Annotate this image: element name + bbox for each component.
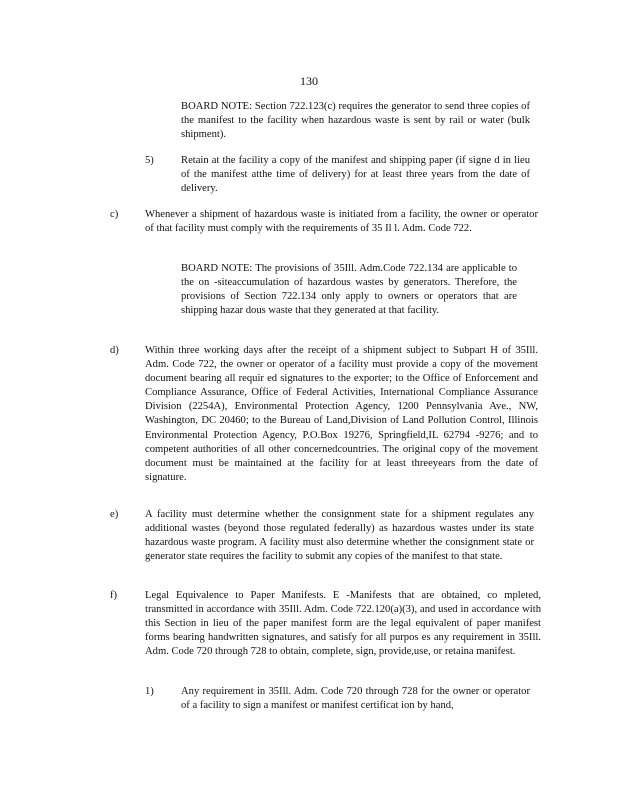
item-text-e: A facility must determine whether the consignment state for a shipment regulates any additional wastes (beyond those regulated federally) as hazardous wastes under its state hazardous waste program. A facility must also determine whether the consignment state or generator state requires the facility to submit any copies of the manifest to that state.	[145, 509, 534, 563]
item-text-c: Whenever a shipment of hazardous waste is initiated from a facility, the owner or operator of that facility must comply with the requirements of 35 Il l. Adm. Code 722.	[145, 209, 538, 235]
item-label-c: c)	[110, 209, 119, 220]
item-text-d: Within three working days after the receipt of a shipment subject to Subpart H of 35Ill. Adm. Code 722, the owner or operator of a facility must provide a copy of the movement document bearing all requir ed signatures to the exporter; to the Office of Enforcement and Compliance Assurance, Office of Federal Activities, International Compliance Assurance Division (2254A), Environmental Protection Agency, 1200 Pennsylvania Ave., NW, Washington, DC 20460; to the Bureau of Land,Division of Land Pollution Control, Illinois Environmental Protection Agency, P.O.Box 19276, Springfield,IL 62794 -9276; and to competent authorities of all other concernedcountries. The original copy of the movement document must be maintained at the facility for at least threeyears from the date of signature.	[145, 345, 538, 483]
item-label-f1: 1)	[145, 686, 154, 697]
item-label-5: 5)	[145, 155, 154, 166]
item-text-5: Retain at the facility a copy of the manifest and shipping paper (if signe d in lieu of the manifest atthe time of delivery) for at least three years from the date of delivery.	[181, 155, 530, 195]
item-label-f: f)	[110, 590, 118, 601]
board-note-accumulation: BOARD NOTE: The provisions of 35Ill. Adm.Code 722.134 are applicable to the on -siteaccumulation of hazardous wastes by generators. Therefore, the provisions of Section 722.134 only apply to owners or operators that are shipping hazar dous waste that they generated at that facility.	[181, 263, 517, 317]
item-text-f1: Any requirement in 35Ill. Adm. Code 720 through 728 for the owner or operator of a facility to sign a manifest or manifest certificat ion by hand,	[181, 686, 530, 712]
item-label-d: d)	[110, 345, 119, 356]
item-text-f: Legal Equivalence to Paper Manifests. E -Manifests that are obtained, co mpleted, transmitted in accordance with 35Ill. Adm. Code 722.120(a)(3), and used in accordance with this Section in lieu of the paper manifest form are the legal equivalent of paper manifest forms bearing handwritten signatures, and satisfy for all purpos es any requirement in 35Ill. Adm. Code 720 through 728 to obtain, complete, sign, provide,use, or retaina manifest.	[145, 590, 541, 658]
page-number: 130	[300, 74, 318, 88]
board-note-rail-water: BOARD NOTE: Section 722.123(c) requires the generator to send three copies of the manifest to the facility when hazardous waste is sent by rail or water (bulk shipment).	[181, 101, 530, 141]
item-label-e: e)	[110, 509, 119, 520]
